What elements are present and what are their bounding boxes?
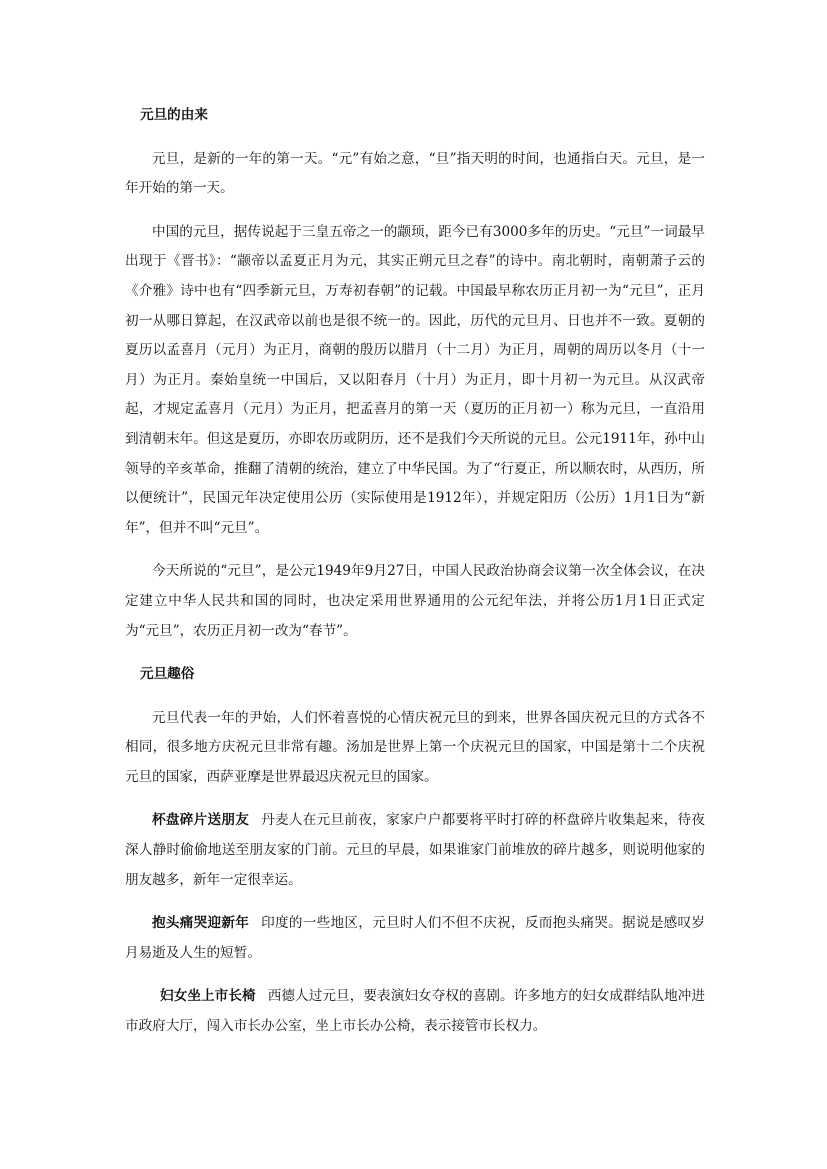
paragraph-origin-1: 元旦，是新的一年的第一天。“元”有始之意，“旦”指天明的时间，也通指白天。元旦，是一年开始的第一天。 (125, 150, 705, 197)
custom-item-text: 丹麦人在元旦前夜，家家户户都要将平时打碎的杯盘碎片收集起来，待夜深人静时偷偷地送至朋友家的门前。元旦的早晨，如果谁家门前堆放的碎片越多，则说明他家的朋友越多，新年一定很幸运。 (125, 812, 706, 888)
paragraph-customs-intro: 元旦代表一年的尹始，人们怀着喜悦的心情庆祝元旦的到来，世界各国庆祝元旦的方式各不相同，很多地方庆祝元旦非常有趣。汤加是世界上第一个庆祝元旦的国家，中国是第十二个庆祝元旦的国家，西萨亚摩是世界最迟庆祝元旦的国家。 (125, 709, 705, 785)
custom-item (125, 982, 705, 1041)
custom-item-title: 杯盘碎片送朋友 (152, 812, 250, 829)
section-heading-customs: 元旦趣俗 (140, 666, 195, 683)
paragraph-origin-3: 今天所说的“元旦”，是公元1949年9月27日，中国人民政治协商会议第一次全体会议，在决定建立中华人民共和国的同时，也决定采用世界通用的公元纪年法，并将公历1月1日正式定为“元旦”，农历正月初一改为“春节”。 (125, 563, 705, 639)
paragraph-origin-2: 中国的元旦，据传说起于三皇五帝之一的颛顼，距今已有3000多年的历史。“元旦”一词最早出现于《晋书》：“颛帝以孟夏正月为元，其实正朔元旦之春”的诗中。南北朝时，南朝萧子云的《介雅》诗中也有“四季新元旦，万寿初春朝”的记载。中国最早称农历正月初一为“元旦”，正月初一从哪日算起，在汉武帝以前也是很不统一的。因此，历代的元旦月、日也并不一致。夏朝的夏历以孟喜月（元月）为正月，商朝的殷历以腊月（十二月）为正月，周朝的周历以冬月（十一月）为正月。秦始皇统一中国后，又以阳春月（十月）为正月，即十月初一为元旦。从汉武帝起，才规定孟喜月（元月）为正月，把孟喜月的第一天（夏历的正月初一）称为元旦，一直沿用到清朝末年。但这是夏历，亦即农历或阴历，还不是我们今天所说的元旦。公元1911年，孙中山领导的辛亥革命，推翻了清朝的统治，建立了中华民国。为了“行夏正，所以顺农时，从西历，所以便统计”，民国元年决定使用公历（实际使用是1912年），并规定阳历（公历）1月1日为“新年”，但并不叫“元旦”。 (125, 223, 705, 536)
custom-item-text: 西德人过元旦，要表演妇女夺权的喜剧。许多地方的妇女成群结队地冲进市政府大厅，闯入市长办公室，坐上市长办公椅，表示接管市长权力。 (125, 988, 706, 1035)
custom-item (125, 806, 705, 895)
custom-item-text: 印度的一些地区，元旦时人们不但不庆祝，反而抱头痛哭。据说是感叹岁月易逝及人生的短暂。 (125, 915, 706, 961)
custom-item-title: 妇女坐上市长椅 (160, 988, 256, 1005)
section-heading-origin: 元旦的由来 (140, 107, 208, 123)
document-body (125, 101, 705, 1056)
custom-item-title: 抱头痛哭迎新年 (152, 915, 250, 932)
custom-item (125, 909, 705, 968)
